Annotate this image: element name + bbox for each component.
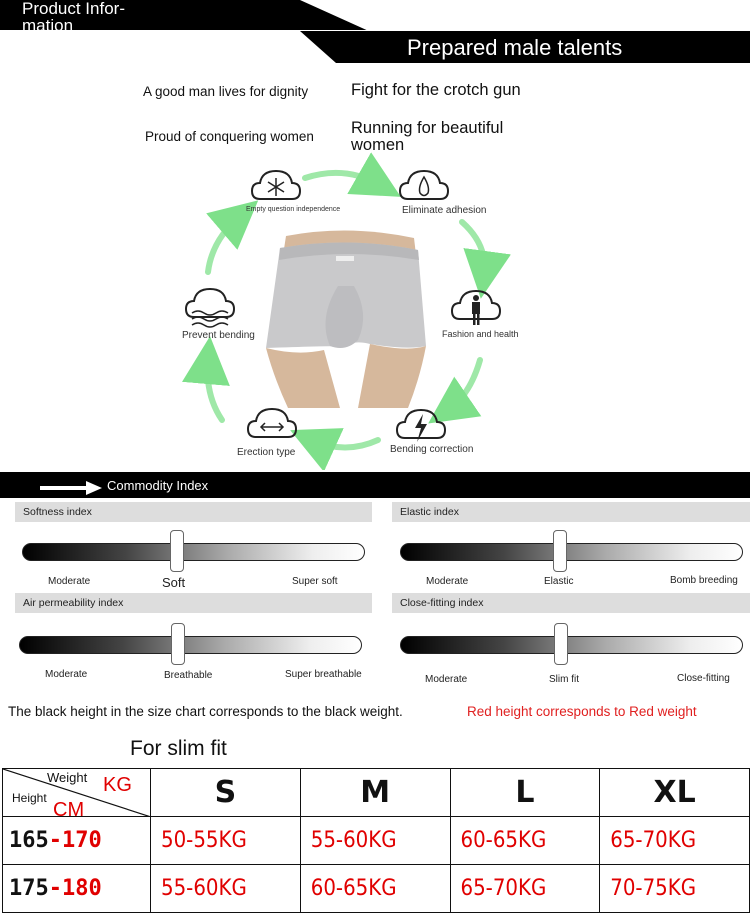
feature-bending-correction: Bending correction: [390, 444, 474, 455]
product-info-title: Product Infor-mation: [22, 0, 125, 35]
height-red: 170: [62, 828, 102, 853]
weight-cell: 70-75KG: [600, 865, 750, 913]
weight-unit: KG: [103, 774, 132, 796]
height-dash: -: [48, 828, 62, 853]
air-permeability-min-label: Moderate: [45, 669, 88, 680]
table-corner-cell: [3, 769, 151, 821]
weight-cell: 55-60KG: [151, 865, 301, 913]
weight-label: Weight: [47, 770, 88, 785]
height-black: 165: [9, 828, 49, 853]
droplet-cloud-icon: [398, 165, 450, 205]
close-fitting-track: [400, 636, 743, 654]
feature-empty-question: Empty question independence: [246, 206, 341, 213]
person-cloud-icon: [450, 283, 502, 329]
elastic-min-label: Moderate: [426, 576, 469, 587]
tagline: Prepared male talents: [407, 35, 623, 60]
softness-slider-knob[interactable]: [170, 530, 184, 572]
table-row: [3, 817, 750, 865]
height-label: Height: [12, 791, 47, 805]
fit-title: For slim fit: [130, 737, 227, 760]
weight-cell: 50-55KG: [151, 817, 301, 865]
air-permeability-track: [19, 636, 362, 654]
slogan-crotch: Fight for the crotch gun: [351, 81, 521, 99]
height-range-cell: [3, 817, 151, 865]
close-fitting-max-label: Close-fitting: [677, 673, 730, 684]
size-l: L: [450, 769, 600, 817]
red-height-note: Red height corresponds to Red weight: [467, 704, 697, 719]
softness-track: [22, 543, 365, 561]
feature-eliminate-adhesion: Eliminate adhesion: [402, 205, 487, 216]
product-photo: [258, 228, 440, 418]
close-fitting-min-label: Moderate: [425, 674, 468, 685]
size-xl: XL: [600, 769, 750, 817]
feature-fashion-health: Fashion and health: [442, 329, 519, 339]
weight-cell: 60-65KG: [450, 817, 600, 865]
black-height-note: The black height in the size chart corresponds to the black weight.: [8, 704, 403, 719]
air-permeability-slider-knob[interactable]: [171, 623, 185, 665]
elastic-track: [400, 543, 743, 561]
elastic-slider-knob[interactable]: [553, 530, 567, 572]
air-permeability-max-label: Super breathable: [285, 669, 362, 680]
elastic-mid-label: Elastic: [544, 576, 574, 587]
close-fitting-mid-label: Slim fit: [549, 674, 579, 685]
snowflake-cloud-icon: [250, 165, 302, 205]
feature-prevent-bending: Prevent bending: [182, 330, 255, 341]
slogan-conquering: Proud of conquering women: [145, 129, 314, 144]
weight-cell: 55-60KG: [300, 817, 450, 865]
height-black: 175: [9, 876, 49, 901]
weight-cell: 60-65KG: [300, 865, 450, 913]
index-header-softness: Softness index: [15, 502, 372, 522]
index-header-elastic: Elastic index: [392, 502, 750, 522]
commodity-index-title: Commodity Index: [107, 478, 209, 493]
air-permeability-mid-label: Breathable: [164, 670, 213, 681]
size-m: M: [300, 769, 450, 817]
height-unit: CM: [53, 799, 85, 821]
weight-cell: 65-70KG: [600, 817, 750, 865]
arrow-right-icon: [40, 481, 102, 495]
weight-cell: 65-70KG: [450, 865, 600, 913]
softness-max-label: Super soft: [292, 576, 338, 587]
height-dash: -: [48, 876, 62, 901]
height-red: 180: [62, 876, 102, 901]
size-s: S: [151, 769, 301, 817]
height-range-cell: [3, 865, 151, 913]
softness-min-label: Moderate: [48, 576, 91, 587]
waves-cloud-icon: [184, 283, 236, 329]
table-row: [3, 865, 750, 913]
elastic-max-label: Bomb breeding: [670, 575, 738, 586]
size-header-row: [3, 769, 750, 817]
index-header-close-fitting: Close-fitting index: [392, 593, 750, 613]
index-header-air-permeability: Air permeability index: [15, 593, 372, 613]
close-fitting-slider-knob[interactable]: [554, 623, 568, 665]
slogan-dignity: A good man lives for dignity: [143, 84, 309, 99]
slogan-running: Running for beautiful women: [351, 119, 504, 154]
feature-erection-type: Erection type: [237, 447, 296, 458]
size-chart-table: [2, 768, 750, 913]
softness-mid-label: Soft: [162, 575, 186, 590]
